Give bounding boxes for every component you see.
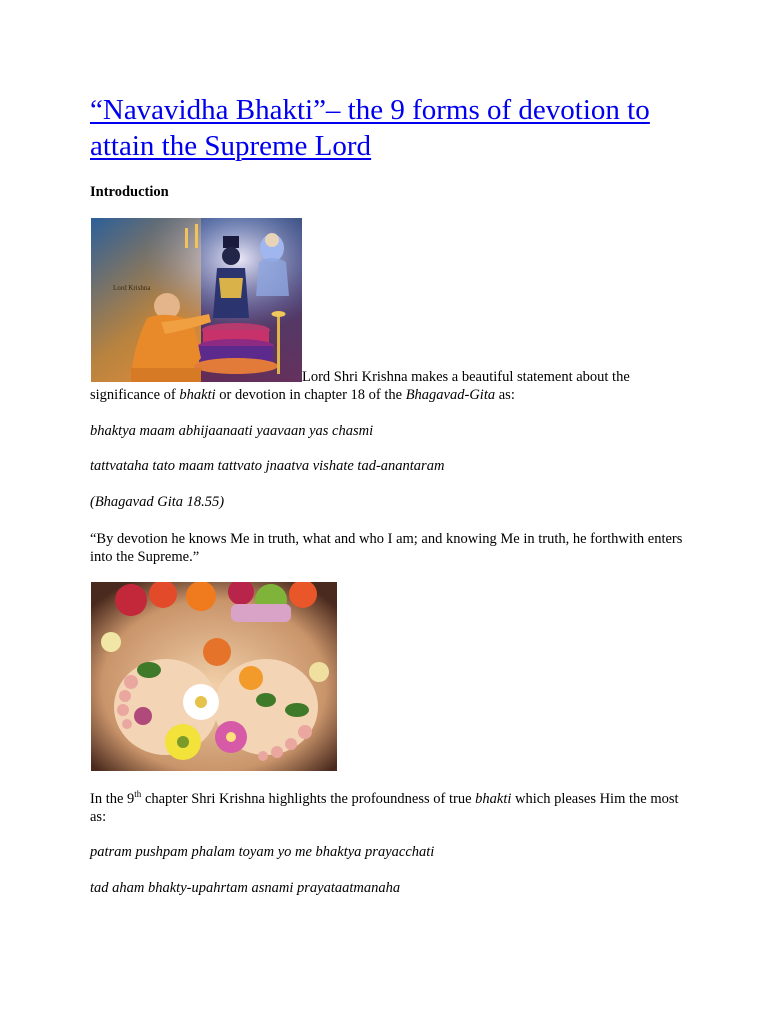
page-title[interactable] [90,92,690,164]
verse2-line1: patram pushpam phalam toyam yo me bhaktya prayacchati [90,844,435,860]
para1-gita: Bhagavad-Gita [405,387,496,403]
image-caption: Lord Krishna [113,284,151,292]
para1-text-3: as: [495,387,515,403]
para2-superscript: th [134,789,142,800]
para2-text-2: chapter Shri Krishna highlights the profoundness of true [141,791,476,807]
para1-text: Lord Shri Krishna makes a beautiful statement about the significance of [90,369,630,403]
devotee-krishna-image [91,218,302,382]
para2-text-3: which pleases Him the most as: [90,791,679,825]
verse1-line2: tattvataha tato maam tattvato jnaatva vishate tad-anantaram [90,458,445,474]
title-link[interactable]: “Navavidha Bhakti”– the 9 forms of devotion to attain the Supreme Lord [90,94,650,162]
para1-text-2: or devotion in chapter 18 of the [215,387,406,403]
lotus-feet-flowers-image [91,582,337,771]
verse2-line2: tad aham bhakty-upahrtam asnami prayataatmanaha [90,880,401,896]
verse1-reference: (Bhagavad Gita 18.55) [90,494,225,510]
para2-text: In the 9 [90,791,135,807]
paragraph-2 [90,790,690,826]
verse1-line1: bhaktya maam abhijaanaati yaavaan yas chasmi [90,423,374,439]
para1-bhakti: bhakti [179,387,216,403]
para2-bhakti: bhakti [475,791,512,807]
quote-translation: “By devotion he knows Me in truth, what and who I am; and knowing Me in truth, he forthwith enters into the Supreme.” [90,531,683,565]
paragraph-1 [90,368,690,404]
intro-heading: Introduction [90,184,169,200]
